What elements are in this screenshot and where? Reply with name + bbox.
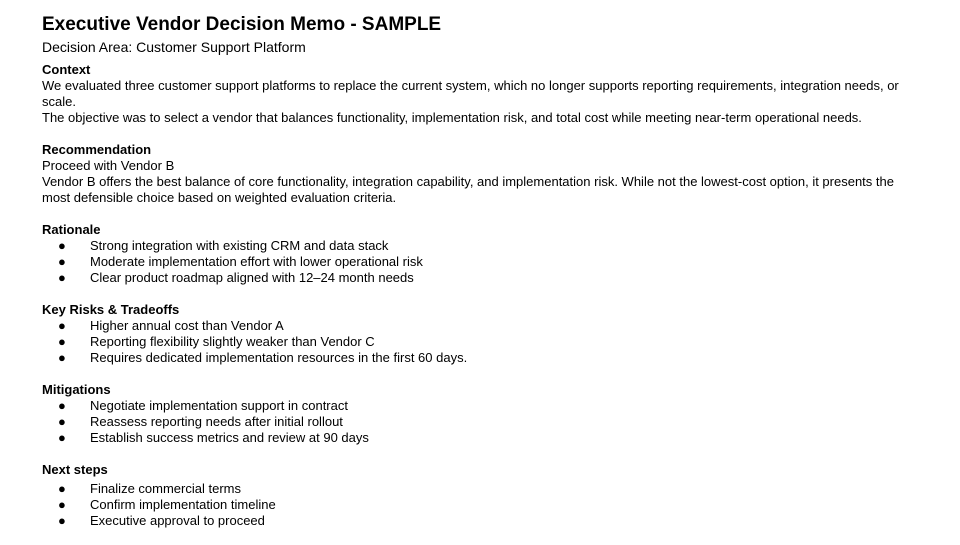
list-item <box>42 350 922 366</box>
section-recommendation <box>42 142 922 206</box>
bullet-icon: ● <box>58 513 66 528</box>
bullet-icon: ● <box>58 398 66 413</box>
bullet-icon: ● <box>58 430 66 445</box>
bullet-list <box>42 318 922 366</box>
list-item <box>42 430 922 446</box>
section-next-steps <box>42 462 922 529</box>
bullet-icon: ● <box>58 334 66 349</box>
list-item-text: Establish success metrics and review at 90 days <box>90 430 369 445</box>
section-heading: Recommendation <box>42 142 152 157</box>
bullet-icon: ● <box>58 238 66 253</box>
list-item <box>42 334 922 350</box>
section-key-risks <box>42 302 922 366</box>
section-heading: Next steps <box>42 462 108 477</box>
bullet-icon: ● <box>58 318 66 333</box>
list-item-text: Finalize commercial terms <box>90 481 241 496</box>
list-item <box>42 414 922 430</box>
bullet-icon: ● <box>58 270 66 285</box>
memo-title: Executive Vendor Decision Memo - SAMPLE <box>42 14 442 35</box>
section-rationale <box>42 222 922 286</box>
list-item-text: Requires dedicated implementation resources in the first 60 days. <box>90 350 468 365</box>
section-heading: Context <box>42 62 91 77</box>
paragraph: The objective was to select a vendor that balances functionality, implementation risk, and total cost while meeting near-term operational needs. <box>42 110 862 125</box>
list-item-text: Reassess reporting needs after initial rollout <box>90 414 343 429</box>
decision-area: Decision Area: Customer Support Platform <box>42 39 306 55</box>
section-mitigations <box>42 382 922 446</box>
bullet-icon: ● <box>58 414 66 429</box>
list-item <box>42 513 922 529</box>
list-item <box>42 318 922 334</box>
bullet-list <box>42 481 922 529</box>
bullet-icon: ● <box>58 497 66 512</box>
bullet-list <box>42 238 922 286</box>
list-item <box>42 398 922 414</box>
section-heading: Key Risks & Tradeoffs <box>42 302 180 317</box>
memo-document <box>42 13 922 545</box>
list-item-text: Negotiate implementation support in contract <box>90 398 348 413</box>
paragraph: Vendor B offers the best balance of core functionality, integration capability, and implementation risk. While not the lowest-cost option, it presents the most defensible choice based on weighted evaluation criteria. <box>42 174 894 205</box>
list-item-text: Strong integration with existing CRM and data stack <box>90 238 389 253</box>
paragraph: We evaluated three customer support platforms to replace the current system, which no longer supports reporting requirements, integration needs, or scale. <box>42 78 899 109</box>
list-item-text: Confirm implementation timeline <box>90 497 276 512</box>
list-item-text: Higher annual cost than Vendor A <box>90 318 284 333</box>
bullet-icon: ● <box>58 481 66 496</box>
list-item <box>42 481 922 497</box>
list-item <box>42 497 922 513</box>
list-item-text: Moderate implementation effort with lower operational risk <box>90 254 423 269</box>
section-context <box>42 62 922 126</box>
list-item-text: Executive approval to proceed <box>90 513 265 528</box>
bullet-icon: ● <box>58 350 66 365</box>
list-item <box>42 270 922 286</box>
list-item-text: Clear product roadmap aligned with 12–24 month needs <box>90 270 414 285</box>
bullet-icon: ● <box>58 254 66 269</box>
section-heading: Mitigations <box>42 382 111 397</box>
list-item-text: Reporting flexibility slightly weaker than Vendor C <box>90 334 375 349</box>
list-item <box>42 254 922 270</box>
recommendation-summary: Proceed with Vendor B <box>42 158 175 173</box>
list-item <box>42 238 922 254</box>
section-heading: Rationale <box>42 222 101 237</box>
bullet-list <box>42 398 922 446</box>
